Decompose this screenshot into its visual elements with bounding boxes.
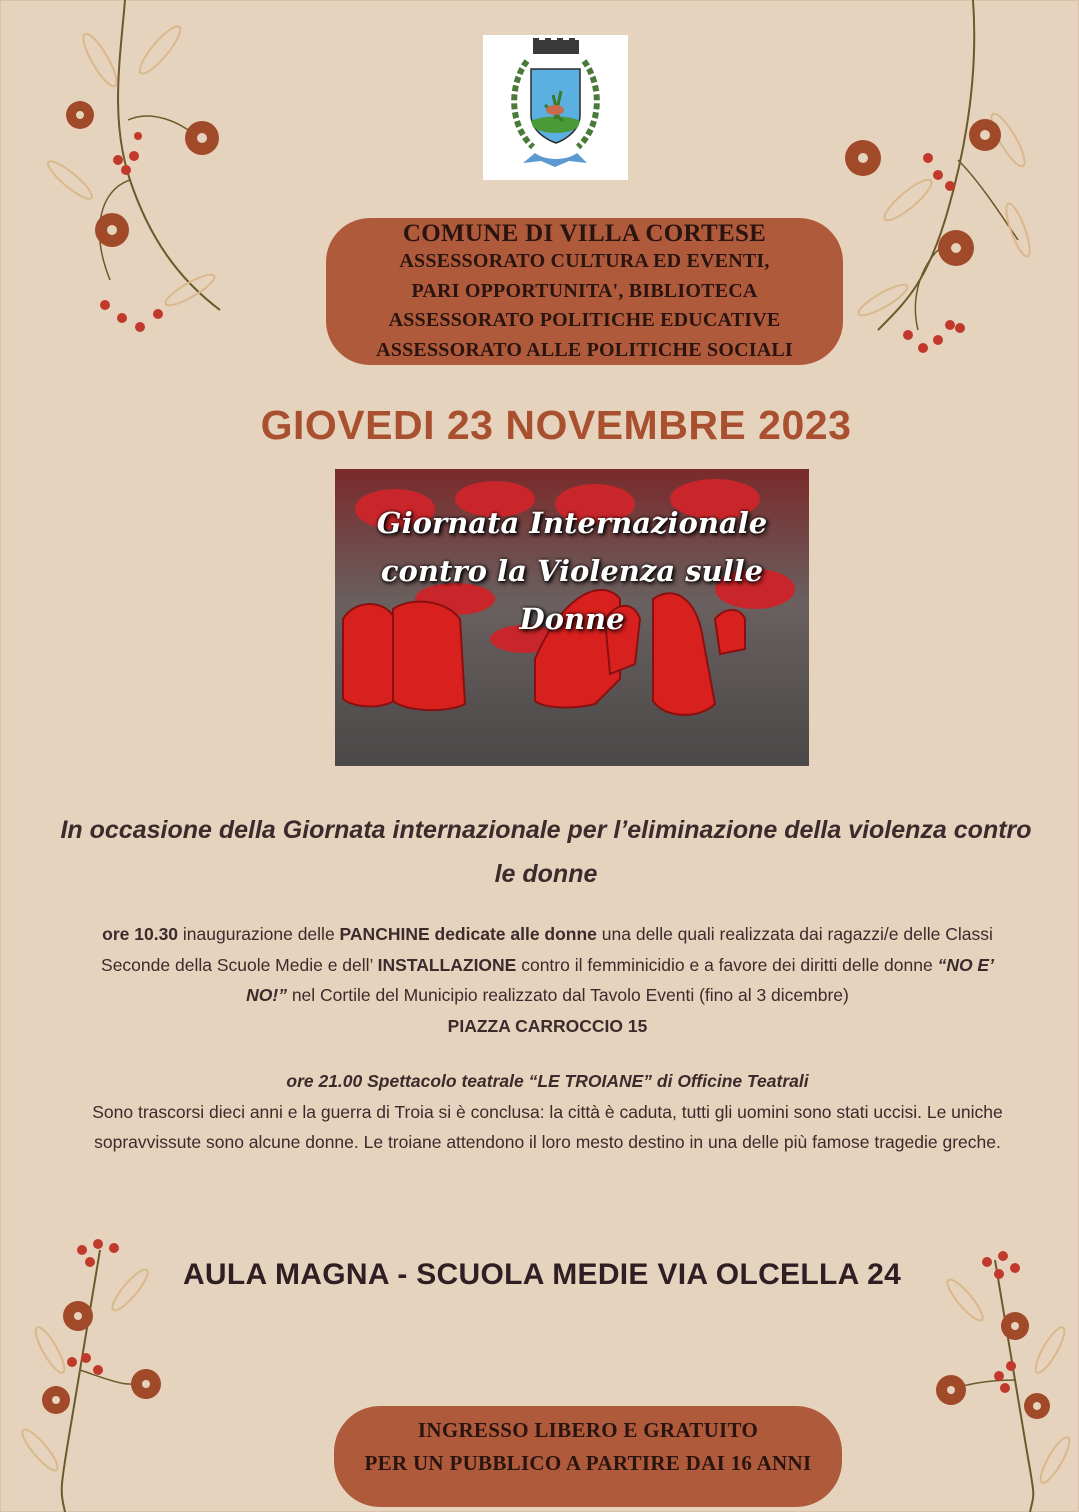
admission-line: INGRESSO LIBERO E GRATUITO	[417, 1418, 759, 1442]
evening-description: Sono trascorsi dieci anni e la guerra di Troia si è conclusa: la città è caduta, tutti gli uomini sono stati uccisi. Le uniche sopravvissute sono alcune donne. Le troiane attendono il loro mesto destino in una delle più famose tragedie greche.	[92, 1101, 1003, 1152]
panchine-label: PANCHINE dedicate alle donne	[339, 924, 597, 944]
department-line: PARI OPPORTUNITA', BIBLIOTECA	[411, 279, 758, 302]
morning-text: una delle quali realizzata dai ragazzi/e delle Classi Seconde della Scuole Medie e dell’	[101, 924, 993, 975]
morning-text: contro il femminicidio e a favore dei diritti delle donne	[516, 954, 938, 975]
admission-line: PER UN PUBBLICO A PARTIRE DAI 16 ANNI	[364, 1451, 812, 1475]
municipality-name: COMUNE DI VILLA CORTESE	[402, 220, 767, 247]
installazione-label: INSTALLAZIONE	[377, 954, 517, 975]
event-date: GIOVEDI 23 NOVEMBRE 2023	[260, 402, 852, 448]
evening-title: ore 21.00 Spettacolo teatrale “LE TROIANE” di Officine Teatrali	[286, 1071, 809, 1091]
morning-time: ore 10.30	[102, 924, 179, 944]
photo-caption-line: Giornata Internazionale	[376, 506, 768, 540]
department-line: ASSESSORATO POLITICHE EDUCATIVE	[388, 309, 781, 331]
admission-info	[334, 1406, 842, 1507]
photo-caption	[335, 499, 809, 643]
intro-heading: In occasione della Giornata internazionale per l’eliminazione della violenza contro le donne	[60, 816, 1032, 888]
floral-top-right-icon	[838, 0, 1048, 360]
slogan: “NO E’ NO!”	[246, 954, 994, 1005]
venue-address: AULA MAGNA - SCUOLA MEDIE VIA OLCELLA 24	[182, 1258, 902, 1291]
floral-top-left-icon	[30, 0, 240, 340]
photo-caption-line: contro la Violenza sulle Donne	[380, 554, 764, 636]
department-line: ASSESSORATO ALLE POLITICHE SOCIALI	[376, 338, 793, 361]
red-shoes-photo	[335, 469, 809, 766]
morning-text: nel Cortile del Municipio realizzato dal Tavolo Eventi (fino al 3 dicembre)	[286, 985, 849, 1005]
department-line: ASSESSORATO CULTURA ED EVENTI,	[399, 250, 770, 272]
morning-program	[80, 919, 1015, 1041]
morning-text: inaugurazione delle	[178, 924, 340, 944]
morning-location: PIAZZA CARROCCIO 15	[447, 1015, 648, 1036]
organizer-header	[326, 218, 843, 365]
municipal-crest-icon	[483, 35, 628, 180]
evening-program	[80, 1066, 1015, 1158]
